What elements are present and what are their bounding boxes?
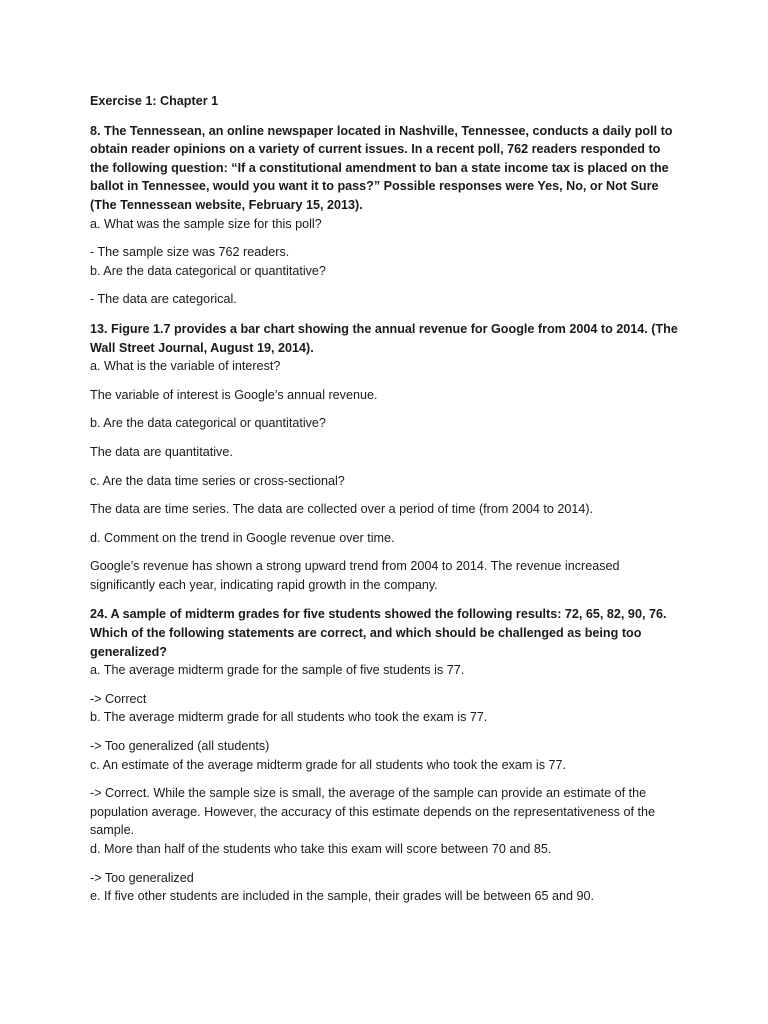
q24-d-question: d. More than half of the students who take this exam will score between 70 and 85.	[90, 842, 552, 856]
q24-a-question: a. The average midterm grade for the sample of five students is 77.	[90, 663, 465, 678]
q13-a-question: a. What is the variable of interest?	[90, 359, 281, 374]
q13-d-answer: Google’s revenue has shown a strong upward trend from 2004 to 2014. The revenue increased significantly each year, indicating rapid growth in the company.	[90, 559, 620, 592]
q8-prompt: 8. The Tennessean, an online newspaper located in Nashville, Tennessee, conducts a daily poll to obtain reader opinions on a variety of current issues. In a recent poll, 762 readers responded to the following question: “If a constitutional amendment to ban a state income tax is placed on the ballot in Tennessee, would you want it to pass?” Possible responses were Yes, No, or Not Sure (The Tennessean website, February 15, 2013).	[90, 123, 673, 212]
q13-b-question: b. Are the data categorical or quantitative?	[90, 416, 326, 431]
q8-a-answer: - The sample size was 762 readers.	[90, 245, 290, 260]
q24-prompt: 24. A sample of midterm grades for five students showed the following results: 72, 65, 82, 90, 76. Which of the following statements are correct, and which should be challenged as being too generalized?	[90, 607, 667, 659]
q13-prompt: 13. Figure 1.7 provides a bar chart showing the annual revenue for Google from 2004 to 2014. (The Wall Street Journal, August 19, 2014).	[90, 321, 678, 355]
q24-b-answer: -> Too generalized (all students)	[90, 739, 270, 754]
document-page	[90, 92, 680, 906]
q13-d-question: d. Comment on the trend in Google revenue over time.	[90, 530, 395, 545]
q13-c-answer: The data are time series. The data are collected over a period of time (from 2004 to 2014).	[90, 502, 594, 517]
q13-a-answer: The variable of interest is Google’s annual revenue.	[90, 387, 378, 402]
q13-b-answer: The data are quantitative.	[90, 444, 233, 459]
q24-d-answer: -> Too generalized	[90, 870, 194, 885]
q24-a-answer: -> Correct	[90, 691, 147, 706]
q8-a-question: a. What was the sample size for this poll?	[90, 216, 322, 231]
q13-c-question: c. Are the data time series or cross-sectional?	[90, 473, 345, 488]
q24-e-question: e. If five other students are included in the sample, their grades will be between 65 and 90.	[90, 889, 595, 904]
q24-b-question: b. The average midterm grade for all students who took the exam is 77.	[90, 710, 488, 725]
q24-c-question: c. An estimate of the average midterm grade for all students who took the exam is 77.	[90, 757, 567, 772]
q8-b-answer: - The data are categorical.	[90, 292, 237, 307]
doc-title: Exercise 1: Chapter 1	[90, 94, 219, 108]
q24-c-answer: -> Correct. While the sample size is small, the average of the sample can provide an estimate of the population average. However, the accuracy of this estimate depends on the representativeness of the sample.	[90, 786, 655, 838]
q8-b-question: b. Are the data categorical or quantitative?	[90, 263, 326, 278]
